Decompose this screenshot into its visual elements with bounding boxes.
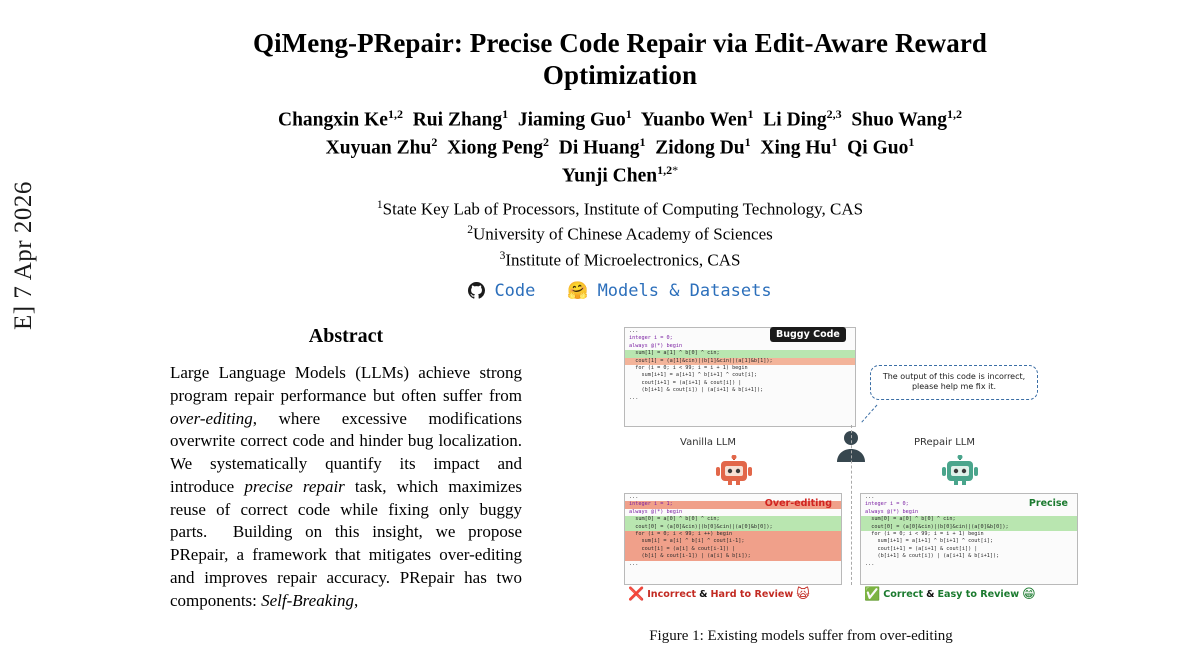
code-line: cout[0] = (a[0]&cin)|(b[0]&cin)|(a[0]&b[0]); bbox=[861, 524, 1077, 531]
affiliation-3: $^3$Institute of Microelectronics, CAS bbox=[499, 249, 741, 270]
verdict-correct bbox=[864, 587, 1036, 602]
code-link[interactable]: Code bbox=[494, 280, 536, 301]
code-line: ... bbox=[629, 560, 639, 567]
affiliation-1: $^1$State Key Lab of Processors, Institute of Computing Technology, CAS bbox=[376, 199, 864, 219]
over-editing-code-panel bbox=[624, 493, 842, 585]
robot-prepair-icon bbox=[940, 455, 980, 487]
code-line: cout[1] = (a[1]&cin)|(b[1]&cin)|(a[1]&b[1]); bbox=[625, 358, 855, 365]
verdict-left-text2: Hard to Review bbox=[710, 589, 794, 600]
term-self-breaking: Self-Breaking bbox=[261, 590, 354, 610]
figure-divider bbox=[851, 425, 852, 585]
models-datasets-link[interactable]: Models & Datasets bbox=[597, 280, 772, 301]
code-line: ... bbox=[629, 394, 639, 401]
figure-caption: Figure 1: Existing models suffer from over-editing bbox=[649, 628, 953, 644]
huggingface-icon: 🤗 bbox=[567, 281, 589, 301]
code-line: (b[i] & cout[i-1]) | (a[i] & b[i]); bbox=[625, 553, 841, 560]
code-line: for (i = 0; i < 99; i ++) begin bbox=[625, 531, 841, 538]
grinning-face-icon: 😁 bbox=[1022, 587, 1036, 602]
code-line: cout[i+1] = (a[i+1] & cout[i]) | bbox=[865, 545, 978, 552]
code-line: ... bbox=[629, 494, 639, 500]
bubble-tail-icon bbox=[858, 403, 878, 425]
verdict-left-amp: & bbox=[699, 589, 708, 600]
body-columns bbox=[170, 325, 1080, 655]
code-line: integer i = 0; bbox=[629, 335, 673, 342]
code-line: (b[i+1] & cout[i]) | (a[i+1] & b[i+1]); bbox=[629, 387, 764, 394]
role-label-vanilla: Vanilla LLM bbox=[680, 437, 736, 448]
buggy-code-badge: Buggy Code bbox=[770, 327, 846, 342]
left-column bbox=[170, 325, 522, 612]
code-line: for (i = 0; i < 99; i = i + 1) begin bbox=[629, 365, 748, 372]
code-line: always @(*) begin bbox=[865, 508, 919, 515]
code-line: always @(*) begin bbox=[629, 508, 683, 515]
github-icon bbox=[468, 282, 485, 299]
affiliation-2: $^2$University of Chinese Academy of Sciences bbox=[467, 224, 773, 245]
arxiv-side-stamp: E] 7 Apr 2026 bbox=[10, 181, 37, 330]
cross-mark-icon: ❌ bbox=[628, 587, 645, 602]
role-label-prepair: PRepair LLM bbox=[914, 437, 975, 448]
code-line: cout[0] = (a[0]&cin)|(b[0]&cin)|(a[0]&b[0]); bbox=[625, 524, 841, 531]
code-line: integer i = 0; bbox=[865, 501, 909, 508]
abstract-text: Large Language Models (LLMs) achieve strong program repair performance but often suffer from over-editing, where excessive modifications overwrite correct code and hinder bug localization. We systematically quantify its impact and introduce precise repair task, which maximizes reuse of correct code while fixing only buggy parts. Building on this insight, we propose PRepair, a framework that mitigates over-editing and improves repair accuracy. PRepair has two components: Self-Breaking, bbox=[170, 363, 522, 610]
precise-code-panel bbox=[860, 493, 1078, 585]
resource-links bbox=[120, 281, 1120, 301]
verdict-right-text1: Correct bbox=[883, 589, 924, 600]
code-line: sum[1] = a[1] ^ b[0] ^ cin; bbox=[625, 350, 855, 357]
code-line: integer i = 1; bbox=[625, 501, 841, 508]
verdict-incorrect bbox=[628, 587, 810, 602]
code-line: ... bbox=[865, 560, 875, 567]
code-line: cout[i+1] = (a[i+1] & cout[i]) | bbox=[629, 379, 742, 386]
paper-page bbox=[120, 0, 1120, 648]
code-line: ... bbox=[629, 328, 639, 334]
author-row-3: Yunji Chen$^{1,2*}$ bbox=[561, 163, 679, 187]
right-column bbox=[622, 325, 1080, 615]
code-line: sum[0] = a[0] ^ b[0] ^ cin; bbox=[625, 516, 841, 523]
figure-1 bbox=[622, 325, 1080, 615]
code-line: always @(*) begin bbox=[629, 342, 683, 349]
tired-face-icon: 🙀 bbox=[796, 587, 810, 602]
code-line: for (i = 0; i < 99; i = i + 1) begin bbox=[865, 531, 984, 538]
code-line: sum[i] = a[i] ^ b[i] ^ cout[i-1]; bbox=[625, 538, 841, 545]
robot-vanilla-icon bbox=[714, 455, 754, 487]
affiliation-list bbox=[160, 197, 1080, 272]
code-line: (b[i+1] & cout[i]) | (a[i+1] & b[i+1]); bbox=[865, 553, 1000, 560]
code-line: cout[i] = (a[i] & cout[i-1]) | bbox=[625, 546, 841, 553]
term-precise-repair: precise repair bbox=[244, 476, 345, 496]
abstract-heading: Abstract bbox=[308, 325, 384, 347]
user-speech-bubble: The output of this code is incorrect, please help me fix it. bbox=[870, 365, 1038, 400]
precise-badge: Precise bbox=[1028, 498, 1068, 509]
author-row-2: Xuyuan Zhu$^2$ Xiong Peng$^2$ Di Huang$^1$ Zidong Du$^1$ Xing Hu$^1$ Qi Guo$^1$ bbox=[325, 134, 915, 159]
verdict-right-amp: & bbox=[926, 589, 935, 600]
page-title: QiMeng-PRepair: Precise Code Repair via Edit-Aware Reward Optimization bbox=[252, 28, 988, 90]
buggy-code-panel bbox=[624, 327, 856, 427]
verdict-left-text1: Incorrect bbox=[647, 589, 697, 600]
code-line: sum[0] = a[0] ^ b[0] ^ cin; bbox=[861, 516, 1077, 523]
check-mark-icon: ✅ bbox=[864, 587, 881, 602]
term-over-editing: over-editing bbox=[170, 408, 253, 428]
code-line: ... bbox=[865, 494, 875, 500]
code-line: sum[i+1] = a[i+1] ^ b[i+1] ^ cout[i]; bbox=[865, 538, 994, 545]
code-line: sum[i+1] = a[i+1] ^ b[i+1] ^ cout[i]; bbox=[629, 372, 758, 379]
author-row-1: Changxin Ke$^{1,2}$ Rui Zhang$^1$ Jiaming Guo$^1$ Yuanbo Wen$^1$ Li Ding$^{2,3}$ Shuo Wang$^{1,2}$ bbox=[277, 106, 962, 131]
author-list bbox=[160, 106, 1080, 191]
over-editing-badge: Over-editing bbox=[764, 498, 832, 509]
verdict-right-text2: Easy to Review bbox=[937, 589, 1020, 600]
